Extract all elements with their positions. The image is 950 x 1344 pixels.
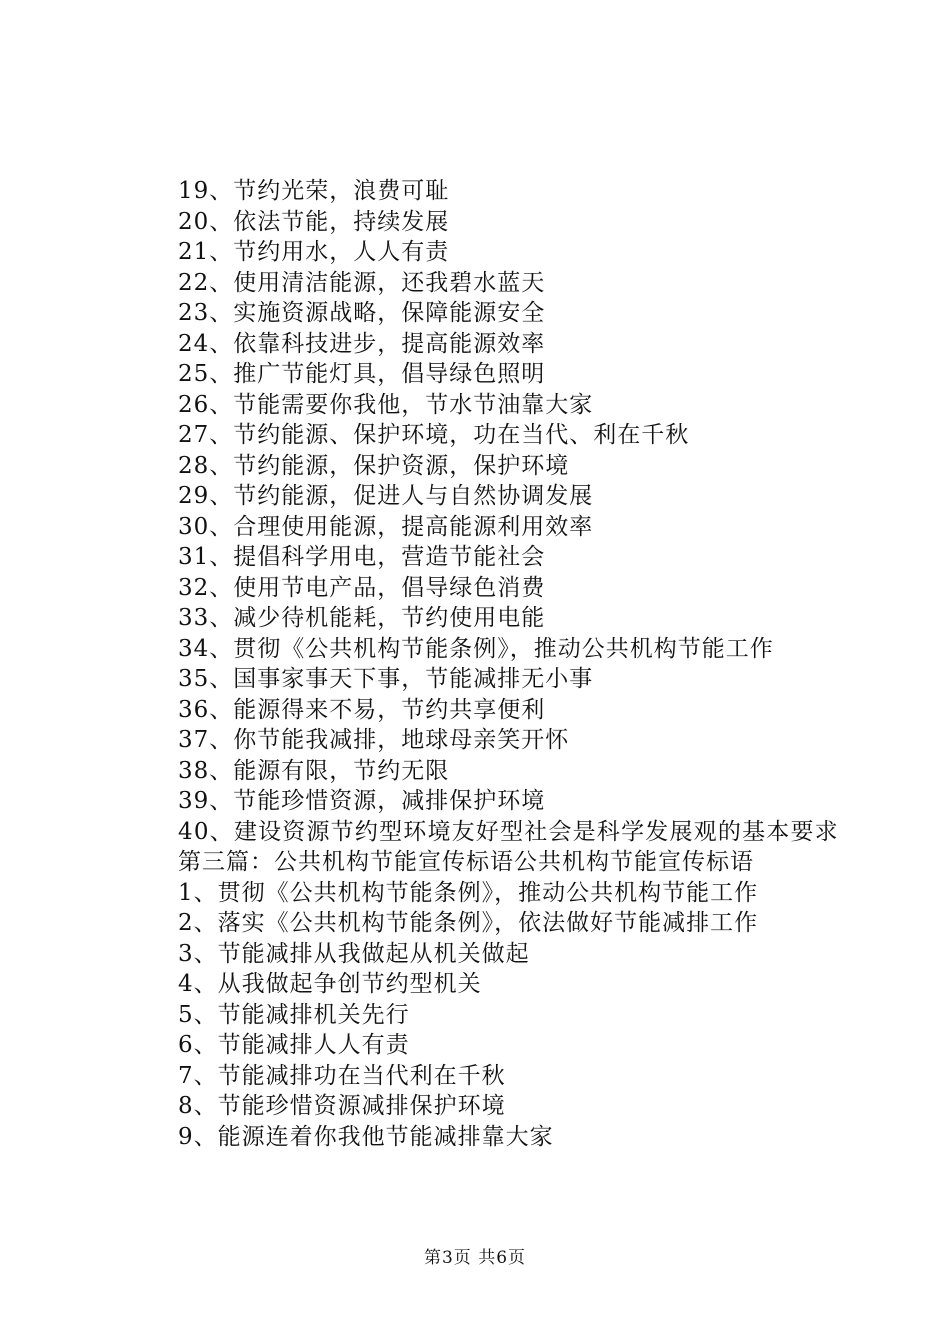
text-line: 36、能源得来不易，节约共享便利 [178,696,546,723]
text-line: 37、你节能我减排，地球母亲笑开怀 [178,727,570,753]
text-line: 26、节能需要你我他，节水节油靠大家 [178,391,594,418]
document-body [130,176,840,1152]
text-line: 39、节能珍惜资源，减排保护环境 [178,788,546,814]
text-line-wrapped: 40、建设资源节约型环境友好型社会是科学发展观的基本要求 [178,818,839,845]
section-heading: 第三篇：公共机构节能宣传标语公共机构节能宣传标语 [178,849,754,875]
text-line: 31、提倡科学用电，营造节能社会 [178,544,546,570]
text-line: 20、依法节能，持续发展 [178,208,450,235]
text-line: 27、节约能源、保护环境，功在当代、利在千秋 [178,422,690,448]
text-line: 24、依靠科技进步，提高能源效率 [178,330,546,357]
text-line: 9、能源连着你我他节能减排靠大家 [178,1123,554,1150]
text-line: 1、贯彻《公共机构节能条例》，推动公共机构节能工作 [178,879,759,906]
text-line: 35、国事家事天下事，节能减排无小事 [178,666,594,692]
text-line: 6、节能减排人人有责 [178,1032,410,1058]
text-line: 28、节约能源，保护资源，保护环境 [178,452,570,479]
text-line: 38、能源有限，节约无限 [178,757,450,784]
text-line: 19、节约光荣，浪费可耻 [178,178,450,204]
text-line: 34、贯彻《公共机构节能条例》，推动公共机构节能工作 [178,635,774,662]
text-line: 4、从我做起争创节约型机关 [178,971,482,997]
text-line: 30、合理使用能源，提高能源利用效率 [178,513,594,540]
text-line: 8、节能珍惜资源减排保护环境 [178,1093,506,1119]
text-line: 25、推广节能灯具，倡导绿色照明 [178,361,546,387]
text-line: 29、节约能源，促进人与自然协调发展 [178,483,594,509]
text-line: 3、节能减排从我做起从机关做起 [178,940,530,967]
text-line: 5、节能减排机关先行 [178,1001,410,1028]
text-line: 22、使用清洁能源，还我碧水蓝天 [178,269,546,296]
text-line: 7、节能减排功在当代利在千秋 [178,1062,506,1089]
text-line: 21、节约用水，人人有责 [178,239,450,265]
text-line: 32、使用节电产品，倡导绿色消费 [178,574,546,601]
text-line: 2、落实《公共机构节能条例》，依法做好节能减排工作 [178,910,759,936]
text-line: 33、减少待机能耗，节约使用电能 [178,605,546,631]
text-line: 23、实施资源战略，保障能源安全 [178,300,546,326]
page-footer: 第3页 共6页 [423,1248,527,1268]
